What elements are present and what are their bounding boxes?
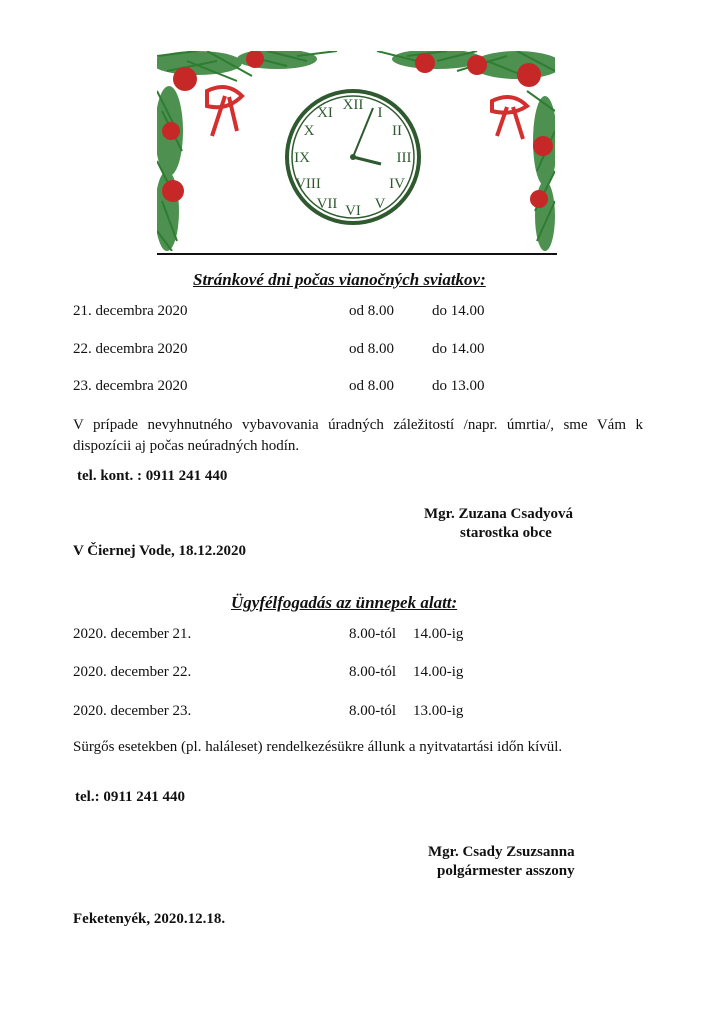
svg-text:XI: XI <box>317 105 333 121</box>
svg-text:V: V <box>374 196 386 212</box>
slovak-row-3-from: od 8.00 <box>349 378 394 394</box>
slovak-heading: Stránkové dni počas vianočných sviatkov: <box>193 270 486 289</box>
svg-text:XII: XII <box>342 97 364 113</box>
hungarian-row-1-date: 2020. december 21. <box>73 626 192 642</box>
svg-text:II: II <box>392 123 402 139</box>
hungarian-row-3-from: 8.00-tól <box>349 703 397 719</box>
hungarian-row-1-from: 8.00-tól <box>349 626 397 642</box>
hungarian-row-3-to: 13.00-ig <box>413 703 464 719</box>
slovak-row-2-to: do 14.00 <box>432 341 485 357</box>
hungarian-note: Sürgős esetekben (pl. haláleset) rendelkezésükre állunk a nyitvatartási időn kívül. <box>73 739 563 755</box>
svg-text:IV: IV <box>389 176 405 192</box>
hungarian-row-1-to: 14.00-ig <box>413 626 464 642</box>
slovak-place-date: V Čiernej Vode, 18.12.2020 <box>73 543 247 559</box>
slovak-note: V prípade nevyhnutného vybavovania úradných záležitostí /napr. úmrtia/, sme Vám k dispozícii aj počas neúradných hodín. <box>73 417 643 454</box>
slovak-row-1-to: do 14.00 <box>432 303 485 319</box>
hungarian-signer-name: Mgr. Csady Zsuzsanna <box>428 844 575 860</box>
svg-text:X: X <box>303 123 315 139</box>
hungarian-row-3-date: 2020. december 23. <box>73 703 192 719</box>
slovak-row-1-from: od 8.00 <box>349 303 394 319</box>
christmas-clock-icon <box>157 51 555 251</box>
slovak-row-3-date: 23. decembra 2020 <box>73 378 188 394</box>
hungarian-place-date: Feketenyék, 2020.12.18. <box>73 911 226 927</box>
hungarian-heading: Ügyfélfogadás az ünnepek alatt: <box>231 593 458 612</box>
svg-text:III: III <box>396 150 412 166</box>
christmas-clock-banner <box>157 51 555 251</box>
slovak-row-3-to: do 13.00 <box>432 378 485 394</box>
hungarian-phone: tel.: 0911 241 440 <box>75 789 185 805</box>
hungarian-row-2-to: 14.00-ig <box>413 664 464 680</box>
svg-text:VIII: VIII <box>295 176 321 192</box>
slovak-row-1-date: 21. decembra 2020 <box>73 303 188 319</box>
svg-text:IX: IX <box>294 150 310 166</box>
svg-text:VII: VII <box>316 196 338 212</box>
svg-text:VI: VI <box>345 203 361 219</box>
hungarian-row-2-from: 8.00-tól <box>349 664 397 680</box>
hungarian-signer-title: polgármester asszony <box>437 863 575 879</box>
slovak-row-2-date: 22. decembra 2020 <box>73 341 188 357</box>
slovak-row-2-from: od 8.00 <box>349 341 394 357</box>
slovak-phone: tel. kont. : 0911 241 440 <box>77 468 228 484</box>
svg-text:I: I <box>377 105 383 121</box>
banner-divider <box>157 253 557 255</box>
slovak-signer-title: starostka obce <box>460 525 552 541</box>
slovak-signer-name: Mgr. Zuzana Csadyová <box>424 506 574 522</box>
hungarian-row-2-date: 2020. december 22. <box>73 664 192 680</box>
